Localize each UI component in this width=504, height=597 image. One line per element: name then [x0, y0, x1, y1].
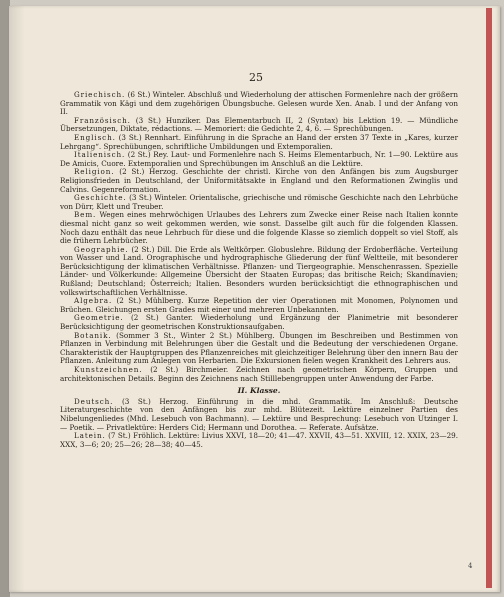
subject-heading: Französisch. [74, 115, 131, 125]
subject-heading: Botanik. [74, 330, 112, 340]
page-number: 25 [249, 71, 263, 84]
subject-paragraph [60, 398, 458, 432]
subject-heading: Geschichte. [74, 193, 127, 203]
subject-text: Wegen eines mehrwöchigen Urlaubes des Lehrers zum Zwecke einer Reise nach Italien konnte diesmal nicht ganz so weit gekommen werden, wie sonst. Dasselbe gilt auch für die folgenden Klassen. Noch dazu enthält das neue Lehrbuch für diese und die folgende Klasse so ziemlich doppelt so viel Stoff, als die frühern Lehrbücher. [60, 210, 458, 246]
subject-heading: Latein. [74, 431, 106, 441]
subject-paragraph [60, 366, 458, 383]
subject-heading: Geographie. [74, 244, 129, 254]
page-body [60, 91, 458, 449]
subject-text: (2 St.) Herzog. Geschichte der christl. Kirche von den Anfängen bis zum Augsburger Religionsfrieden in Deutschland, der Uniformitätsakte in England und den Reformationen Zwinglis und Calvins. Gegenreformation. [60, 167, 458, 194]
subject-text: (3 St.) Rennhart. Einführung in die Sprache an Hand der ersten 37 Texte in „Kares, kurzer Lehrgang“. Sprechübungen, schriftliche Umbildungen und Extemporalien. [60, 132, 458, 151]
subject-text: (7 St.) Fröhlich. Lektüre: Livius XXVI, 18—20; 41—47. XXVII, 43—51. XXVIII, 12. XXIX, 23—29. XXX, 3—6; 20; 25—26; 28—38; 40—45. [60, 431, 458, 449]
subject-heading: Englisch. [74, 132, 116, 142]
subject-paragraph [60, 91, 458, 117]
subject-paragraph [60, 297, 458, 314]
subject-paragraph [60, 332, 458, 366]
subject-paragraph [60, 117, 458, 134]
subject-text: (2 St.) Ganter. Wiederholung und Ergänzung der Planimetrie mit besonderer Berücksichtigung der geometrischen Konstruktionsaufgaben. [60, 313, 458, 332]
subject-paragraph [60, 211, 458, 245]
subject-paragraph [60, 151, 458, 168]
subject-paragraph [60, 432, 458, 449]
subject-heading: Kunstzeichnen. [74, 365, 143, 374]
subject-paragraph [60, 134, 458, 151]
subject-text: (2 St.) Birchmeier. Zeichnen nach geometrischen Körpern, Gruppen und architektonischen Details. Beginn des Zeichnens nach Stilllebengruppen unter Anwendung der Farbe. [60, 365, 458, 383]
subject-text: (Sommer 3 St., Winter 2 St.) Mühlberg. Übungen im Beschreiben und Bestimmen von Pflanzen in Verbindung mit Belehrungen über die Gestalt und die Bedeutung der verschiedenen Organe. Charakteristik der Hauptgruppen des Pflanzenreiches mit gleichzeitiger Belehrung über den innern Bau der Pflanzen. Anleitung zum Anlegen von Herbarien. Die Exkursionen fielen wegen Krankheit des Lehrers aus. [60, 330, 458, 366]
subject-heading: Religion. [74, 167, 115, 177]
subject-heading: Geometrie. [74, 313, 124, 323]
subject-paragraph [60, 246, 458, 298]
subject-text: (2 St.) Mühlberg. Kurze Repetition der vier Operationen mit Monomen, Polynomen und Brüchen. Gleichungen ersten Grades mit einer und mehreren Unbekannten. [60, 296, 458, 314]
red-page-edge [486, 8, 492, 588]
subject-list-class-2 [60, 398, 458, 450]
subject-heading: Italienisch. [74, 150, 126, 160]
subject-text: (3 St.) Herzog. Einführung in die mhd. Grammatik. Im Anschluß: Deutsche Literaturgeschichte von den Anfängen bis zur mhd. Blütezeit. Lektüre einzelner Partien des Nibelungenliedes (Mhd. Lesebuch von Bachmann). — Lektüre und Besprechung: Lesebuch von Utzinger I. — Poetik. — Privatlektüre: Herders Cid; Hermann und Dorothea. — Referate. Aufsätze. [60, 396, 458, 432]
section-heading: II. Klasse. [237, 386, 281, 396]
subject-text: (2 St.) Rey. Laut- und Formenlehre nach S. Heims Elementarbuch, Nr. 1—90. Lektüre aus De Amicis, Cuore. Extemporalien und Sprechübungen im Anschluß an die Lektüre. [60, 150, 458, 168]
subject-text: (2 St.) Dill. Die Erde als Weltkörper. Globuslehre. Bildung der Erdoberfläche. Verteilung von Wasser und Land. Orographische und hydrographische Gliederung der fünf Weltteile, mit besonderer Berücksichtigung der klimatischen Verhältnisse. Pflanzen- und Tiergeographie. Menschenrassen. Spezielle Länder- und Völkerkunde: Allgemeine Übersicht der Staaten Europas; das britische Reich; Skandinavien; Rußland; Deutschland; Österreich; Italien. Besonders wurden berücksichtigt die ethnographischen und volkswirtschaftlichen Verhältnisse. [60, 244, 458, 297]
subject-text: (3 St.) Winteler. Orientalische, griechische und römische Geschichte nach den Lehrbüche von Dürr, Klett und Treuber. [60, 193, 458, 211]
subject-heading: Deutsch. [74, 396, 114, 406]
subject-text: (3 St.) Hunziker. Das Elementarbuch II, 2 (Syntax) bis Lektion 19. — Mündliche Übersetzungen, Diktate, rédactions. — Memoriert: die Gedichte 2, 4, 6. — Sprechübungen. [60, 115, 458, 134]
signature-mark: 4 [468, 562, 473, 570]
subject-list-class-1 [60, 91, 458, 383]
subject-paragraph [60, 314, 458, 331]
subject-heading: Griechisch. [74, 90, 126, 99]
subject-text: (6 St.) Winteler. Abschluß und Wiederholung der attischen Formenlehre nach der größern Grammatik von Kägi und dem zugehörigen Übungsbuche. Gelesen wurde Xen. Anab. I und der Anfang von II. [60, 90, 458, 117]
subject-heading: Bem. [74, 210, 97, 220]
subject-heading: Algebra. [74, 296, 113, 306]
subject-paragraph [60, 168, 458, 194]
subject-paragraph [60, 194, 458, 211]
